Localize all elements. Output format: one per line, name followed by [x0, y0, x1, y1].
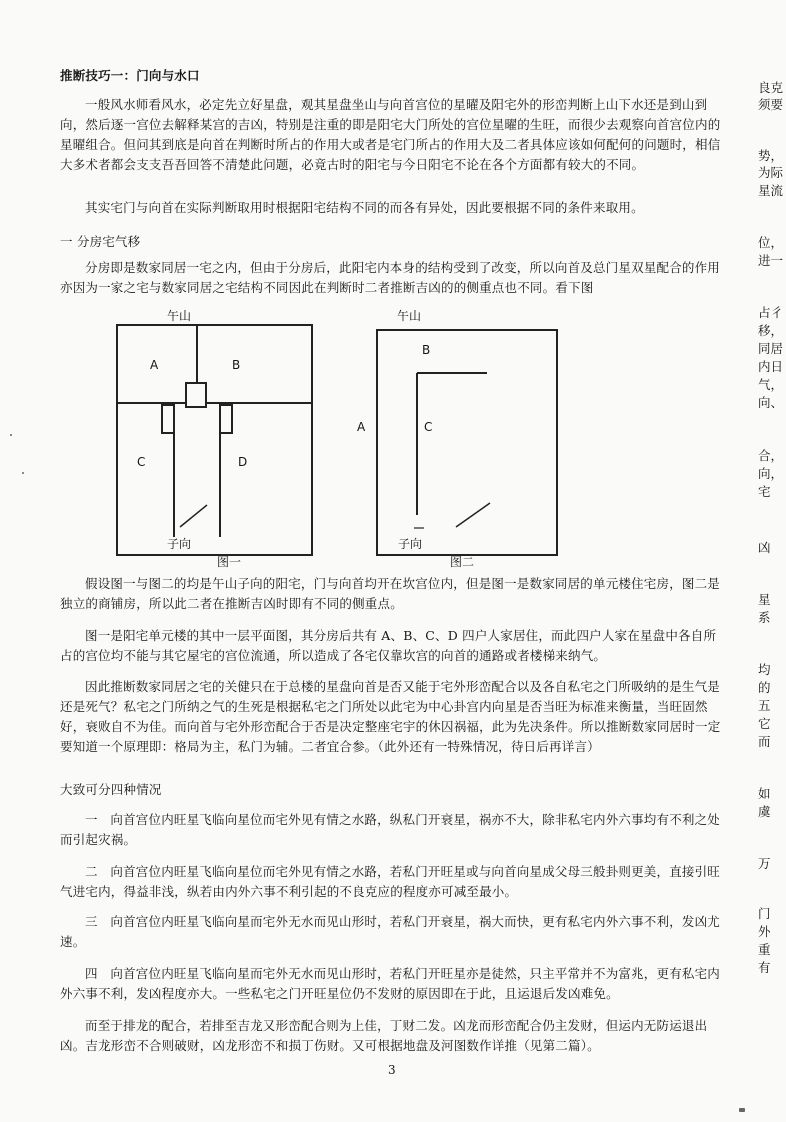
margin-fragment: 内日 [758, 359, 784, 374]
figure-2-top-label: 午山 [397, 309, 422, 323]
figure-2 [352, 305, 562, 570]
margin-fragment: 均 [758, 662, 771, 677]
figure-1 [112, 305, 322, 570]
margin-fragment: 的 [758, 680, 771, 695]
figure-2-drawing [352, 305, 562, 570]
margin-fragment: 位， [758, 235, 784, 250]
figure-1-top-label: 午山 [167, 309, 192, 323]
intro-paragraph-2: 其实宅门与向首在实际判断取用时根据阳宅结构不同的而各有异处，因此要根据不同的条件来取用。 [85, 200, 644, 215]
figure-2-bottom-label: 子向 [398, 537, 423, 551]
margin-fragment: 为际 [758, 165, 784, 180]
margin-fragment: 凶 [758, 540, 771, 555]
margin-fragment: 重 [758, 942, 771, 957]
body-paragraph: 图一是阳宅单元楼的其中一层平面图，其分房后共有 A、B、C、D 四户人家居住，而此四户人家在星盘中各自所占的宫位均不能与其它屋宅的宫位流通，所以造成了各宅仅靠坎宫的向首的通路或者楼梯来纳气。 [60, 628, 717, 663]
margin-fragment: 进一 [758, 253, 784, 268]
room-c-label: C [424, 420, 433, 434]
margin-fragment: 势， [758, 148, 784, 163]
room-d-label: D [238, 455, 248, 469]
margin-fragment: 它 [758, 716, 771, 731]
room-a-label: A [357, 420, 366, 434]
margin-fragment: 星 [758, 592, 771, 607]
closing-paragraph: 而至于排龙的配合，若排至吉龙又形峦配合则为上佳，丁财二发。凶龙而形峦配合仍主发财，但运内无防运退出凶。吉龙形峦不合则破财，凶龙形峦不和损丁伤财。又可根据地盘及河图数作详推（见第二篇）。 [60, 1018, 708, 1053]
list-item: 一 向首宫位内旺星飞临向星位而宅外见有情之水路，纵私门开衰星，祸亦不大，除非私宅内外六事均有不利之处而引起灾祸。 [60, 812, 721, 847]
margin-fragment: 万 [758, 856, 771, 871]
scan-speck [739, 1108, 745, 1112]
margin-fragment: 外 [758, 924, 771, 939]
body-paragraph: 因此推断数家同居之宅的关健只在于总楼的星盘向首是否又能于宅外形峦配合以及各自私宅之门所吸纳的是生气是还是死气？私宅之门所纳之气的生死是根据私宅之门所处以此宅为中心卦宫内向星是否当旺为标准来衡量，当旺固然好，衰败自不为佳。而向首与宅外形峦配合于否是决定整座宅宇的休囚祸福，此为先决条件。所以推断数家同居时一定要知道一个原理即：格局为主，私门为辅。二者宜合参。（此外还有一特殊情况，待日后再详言） [60, 679, 721, 754]
list-item: 三 向首宫位内旺星飞临向星而宅外无水而见山形时，若私门开衰星，祸大而快，更有私宅内外六事不利，发凶尤速。 [60, 914, 721, 949]
section-heading: 一 分房宅气移 [60, 234, 141, 249]
figure-1-bottom-label: 子向 [167, 537, 192, 551]
margin-fragment: 良克 [758, 80, 784, 95]
page-number: 3 [388, 1063, 396, 1077]
margin-fragment: 合， [758, 448, 784, 463]
room-b-label: B [422, 343, 431, 357]
scan-speck [10, 434, 12, 436]
room-b-label: B [232, 358, 241, 372]
margin-fragment: 向、 [758, 395, 784, 410]
page-title: 推断技巧一：门向与水口 [60, 68, 200, 83]
margin-fragment: 有 [758, 960, 771, 975]
figure-1-drawing [112, 305, 322, 570]
margin-fragment: 同居 [758, 341, 784, 356]
list-item: 二 向首宫位内旺星飞临向星位而宅外见有情之水路，若私门开旺星或与向首向星成父母三般卦则更美，直接引旺气进宅内，得益非浅，纵若由内外六事不利引起的不良克应的程度亦可减至最小。 [60, 864, 721, 899]
margin-fragment: 星流 [758, 183, 784, 198]
section-heading: 大致可分四种情况 [60, 782, 162, 797]
margin-fragment: 虞 [758, 804, 771, 819]
margin-fragment: 气， [758, 377, 784, 392]
figure-2-caption: 图二 [450, 555, 475, 569]
room-a-label: A [150, 358, 159, 372]
margin-fragment: 五 [758, 698, 771, 713]
margin-fragment: 门 [758, 906, 771, 921]
margin-fragment: 宅 [758, 484, 771, 499]
figure-1-caption: 图一 [217, 555, 242, 569]
intro-paragraph: 一般风水师看风水，必定先立好星盘，观其星盘坐山与向首宫位的星曜及阳宅外的形峦判断上山下水还是到山到向，然后逐一宫位去解释某宫的吉凶，特别是注重的即是阳宅大门所处的宫位星曜的生旺，而很少去观察向首宫位内的星曜组合。但问其到底是向首在判断时所占的作用大或者是宅门所占的作用大及二者具体应该如何配何的问题时，相信大多术者都会支支吾吾回答不清楚此问题，必竟古时的阳宅与今日阳宅不论在各个方面都有较大的不同。 [60, 97, 721, 172]
margin-fragment: 须要 [758, 97, 784, 112]
section-paragraph: 分房即是数家同居一宅之内，但由于分房后，此阳宅内本身的结构受到了改变，所以向首及总门星双星配合的作用亦因为一家之宅与数家同居之宅结构不同因此在判断时二者推断吉凶的的侧重点也不同。看下图 [60, 260, 721, 295]
room-c-label: C [137, 455, 146, 469]
scan-speck [22, 472, 24, 474]
margin-fragment: 系 [758, 610, 771, 625]
margin-fragment: 而 [758, 734, 771, 749]
margin-fragment: 占彳 [758, 305, 784, 320]
body-paragraph: 假设图一与图二的均是午山子向的阳宅，门与向首均开在坎宫位内，但是图一是数家同居的单元楼住宅房，图二是独立的商铺房，所以此二者在推断吉凶时即有不同的侧重点。 [60, 576, 721, 611]
margin-fragment: 向， [758, 466, 784, 481]
margin-fragment: 如 [758, 786, 771, 801]
list-item: 四 向首宫位内旺星飞临向星而宅外无水而见山形时，若私门开旺星亦是徒然，只主平常并不为富兆，更有私宅内外六事不利，发凶程度亦大。一些私宅之门开旺星位仍不发财的原因即在于此，且运退后发凶难免。 [60, 966, 721, 1001]
margin-fragment: 移， [758, 323, 784, 338]
